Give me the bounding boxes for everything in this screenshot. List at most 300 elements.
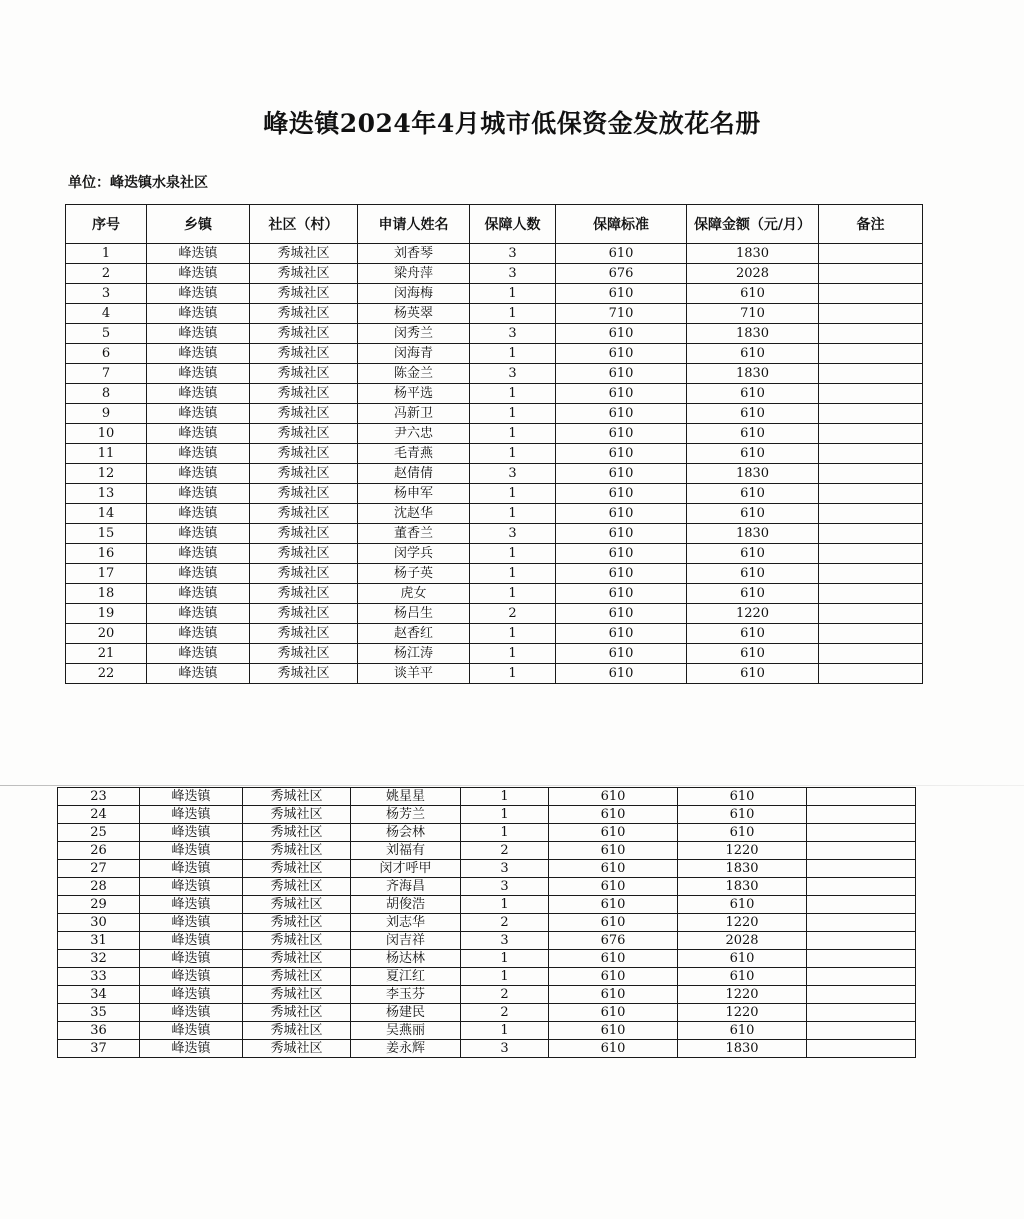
cell-col-township: 峰迭镇 — [147, 664, 250, 684]
cell-col-applicant: 闵学兵 — [358, 544, 470, 564]
table-row — [66, 304, 923, 324]
cell-col-amount: 610 — [687, 344, 819, 364]
cell-col-applicant: 杨申军 — [358, 484, 470, 504]
cell-col-township: 峰迭镇 — [147, 424, 250, 444]
table-row — [66, 544, 923, 564]
cell-col-community: 秀城社区 — [243, 914, 351, 932]
cell-col-applicant: 冯新卫 — [358, 404, 470, 424]
cell-col-applicant: 李玉芬 — [351, 986, 461, 1004]
cell-col-persons: 1 — [461, 788, 549, 806]
cell-col-amount: 710 — [687, 304, 819, 324]
cell-col-standard: 610 — [549, 950, 678, 968]
cell-col-standard: 610 — [556, 244, 687, 264]
cell-col-remarks — [807, 842, 916, 860]
cell-col-standard: 610 — [549, 1004, 678, 1022]
cell-col-community: 秀城社区 — [250, 484, 358, 504]
cell-col-standard: 710 — [556, 304, 687, 324]
header-col-remarks: 备注 — [819, 205, 923, 244]
cell-col-index: 27 — [58, 860, 140, 878]
cell-col-community: 秀城社区 — [250, 544, 358, 564]
cell-col-persons: 1 — [461, 824, 549, 842]
cell-col-amount: 610 — [678, 950, 807, 968]
cell-col-applicant: 闵海青 — [358, 344, 470, 364]
cell-col-remarks — [819, 244, 923, 264]
table-row — [66, 564, 923, 584]
cell-col-township: 峰迭镇 — [140, 896, 243, 914]
table-row — [58, 896, 916, 914]
cell-col-index: 26 — [58, 842, 140, 860]
cell-col-amount: 610 — [687, 644, 819, 664]
table-row — [58, 968, 916, 986]
cell-col-amount: 610 — [687, 564, 819, 584]
cell-col-index: 14 — [66, 504, 147, 524]
cell-col-township: 峰迭镇 — [140, 914, 243, 932]
cell-col-applicant: 杨吕生 — [358, 604, 470, 624]
cell-col-township: 峰迭镇 — [147, 324, 250, 344]
table-header-row — [66, 205, 923, 244]
cell-col-township: 峰迭镇 — [140, 806, 243, 824]
cell-col-applicant: 杨建民 — [351, 1004, 461, 1022]
header-col-applicant: 申请人姓名 — [358, 205, 470, 244]
table-row — [58, 824, 916, 842]
cell-col-community: 秀城社区 — [243, 932, 351, 950]
cell-col-index: 17 — [66, 564, 147, 584]
table-row — [66, 624, 923, 644]
cell-col-community: 秀城社区 — [243, 1040, 351, 1058]
cell-col-community: 秀城社区 — [250, 264, 358, 284]
cell-col-index: 30 — [58, 914, 140, 932]
cell-col-standard: 610 — [556, 384, 687, 404]
cell-col-persons: 3 — [461, 878, 549, 896]
table-row — [58, 806, 916, 824]
cell-col-persons: 3 — [461, 860, 549, 878]
cell-col-index: 20 — [66, 624, 147, 644]
cell-col-remarks — [807, 1040, 916, 1058]
table-row — [66, 244, 923, 264]
cell-col-township: 峰迭镇 — [140, 932, 243, 950]
cell-col-index: 21 — [66, 644, 147, 664]
unit-line: 单位：峰迭镇水泉社区 — [68, 175, 208, 191]
cell-col-applicant: 毛青燕 — [358, 444, 470, 464]
cell-col-remarks — [819, 444, 923, 464]
cell-col-township: 峰迭镇 — [147, 404, 250, 424]
cell-col-applicant: 闵海梅 — [358, 284, 470, 304]
cell-col-amount: 1220 — [678, 842, 807, 860]
cell-col-standard: 610 — [556, 344, 687, 364]
cell-col-standard: 610 — [556, 364, 687, 384]
cell-col-index: 36 — [58, 1022, 140, 1040]
cell-col-index: 3 — [66, 284, 147, 304]
cell-col-township: 峰迭镇 — [147, 384, 250, 404]
header-col-community: 社区（村） — [250, 205, 358, 244]
cell-col-township: 峰迭镇 — [147, 564, 250, 584]
cell-col-index: 32 — [58, 950, 140, 968]
cell-col-standard: 610 — [556, 504, 687, 524]
cell-col-standard: 610 — [556, 284, 687, 304]
roster-table-part-1 — [65, 204, 923, 684]
cell-col-community: 秀城社区 — [243, 968, 351, 986]
cell-col-remarks — [807, 878, 916, 896]
cell-col-applicant: 杨芳兰 — [351, 806, 461, 824]
cell-col-community: 秀城社区 — [250, 464, 358, 484]
cell-col-standard: 610 — [556, 604, 687, 624]
cell-col-persons: 1 — [470, 424, 556, 444]
table-row — [58, 1040, 916, 1058]
cell-col-amount: 1830 — [678, 1040, 807, 1058]
cell-col-township: 峰迭镇 — [140, 1004, 243, 1022]
cell-col-standard: 610 — [556, 624, 687, 644]
cell-col-township: 峰迭镇 — [147, 464, 250, 484]
cell-col-persons: 2 — [461, 842, 549, 860]
cell-col-standard: 610 — [556, 424, 687, 444]
cell-col-remarks — [807, 860, 916, 878]
cell-col-remarks — [807, 914, 916, 932]
cell-col-applicant: 刘志华 — [351, 914, 461, 932]
cell-col-amount: 610 — [687, 284, 819, 304]
cell-col-persons: 2 — [461, 986, 549, 1004]
cell-col-persons: 1 — [461, 950, 549, 968]
cell-col-standard: 610 — [556, 404, 687, 424]
cell-col-persons: 1 — [470, 504, 556, 524]
cell-col-persons: 1 — [461, 1022, 549, 1040]
table-row — [66, 504, 923, 524]
cell-col-remarks — [819, 304, 923, 324]
cell-col-community: 秀城社区 — [243, 806, 351, 824]
cell-col-index: 24 — [58, 806, 140, 824]
table-row — [66, 384, 923, 404]
cell-col-index: 7 — [66, 364, 147, 384]
cell-col-index: 22 — [66, 664, 147, 684]
cell-col-community: 秀城社区 — [250, 644, 358, 664]
cell-col-persons: 1 — [470, 284, 556, 304]
table-row — [58, 788, 916, 806]
cell-col-index: 12 — [66, 464, 147, 484]
table-row — [66, 464, 923, 484]
cell-col-community: 秀城社区 — [250, 504, 358, 524]
cell-col-remarks — [807, 806, 916, 824]
table-row — [66, 424, 923, 444]
cell-col-amount: 2028 — [687, 264, 819, 284]
cell-col-remarks — [807, 986, 916, 1004]
cell-col-index: 4 — [66, 304, 147, 324]
cell-col-remarks — [807, 896, 916, 914]
cell-col-standard: 610 — [556, 484, 687, 504]
cell-col-amount: 610 — [687, 484, 819, 504]
cell-col-index: 31 — [58, 932, 140, 950]
table-row — [58, 914, 916, 932]
cell-col-index: 15 — [66, 524, 147, 544]
cell-col-persons: 1 — [461, 806, 549, 824]
cell-col-amount: 2028 — [678, 932, 807, 950]
cell-col-remarks — [819, 424, 923, 444]
cell-col-standard: 610 — [549, 860, 678, 878]
cell-col-remarks — [807, 950, 916, 968]
header-col-index: 序号 — [66, 205, 147, 244]
cell-col-amount: 610 — [678, 806, 807, 824]
cell-col-index: 23 — [58, 788, 140, 806]
cell-col-persons: 3 — [470, 264, 556, 284]
cell-col-index: 11 — [66, 444, 147, 464]
cell-col-index: 16 — [66, 544, 147, 564]
cell-col-applicant: 夏江红 — [351, 968, 461, 986]
cell-col-persons: 1 — [470, 644, 556, 664]
cell-col-community: 秀城社区 — [250, 384, 358, 404]
cell-col-standard: 610 — [549, 914, 678, 932]
cell-col-persons: 3 — [470, 324, 556, 344]
cell-col-applicant: 虎女 — [358, 584, 470, 604]
cell-col-amount: 610 — [687, 544, 819, 564]
table-row — [66, 584, 923, 604]
cell-col-remarks — [819, 404, 923, 424]
cell-col-community: 秀城社区 — [250, 424, 358, 444]
cell-col-index: 1 — [66, 244, 147, 264]
cell-col-township: 峰迭镇 — [140, 824, 243, 842]
cell-col-index: 35 — [58, 1004, 140, 1022]
cell-col-amount: 1220 — [687, 604, 819, 624]
cell-col-township: 峰迭镇 — [147, 444, 250, 464]
cell-col-applicant: 齐海昌 — [351, 878, 461, 896]
cell-col-community: 秀城社区 — [243, 788, 351, 806]
table-body-part-1 — [66, 244, 923, 684]
cell-col-township: 峰迭镇 — [147, 284, 250, 304]
cell-col-persons: 1 — [470, 444, 556, 464]
cell-col-standard: 610 — [556, 644, 687, 664]
cell-col-township: 峰迭镇 — [140, 1022, 243, 1040]
cell-col-standard: 610 — [549, 824, 678, 842]
cell-col-persons: 1 — [470, 564, 556, 584]
cell-col-community: 秀城社区 — [243, 986, 351, 1004]
cell-col-remarks — [807, 1022, 916, 1040]
cell-col-standard: 610 — [549, 788, 678, 806]
cell-col-remarks — [819, 524, 923, 544]
roster-table-part-2 — [57, 787, 916, 1058]
cell-col-amount: 610 — [678, 1022, 807, 1040]
cell-col-remarks — [819, 544, 923, 564]
cell-col-remarks — [807, 788, 916, 806]
cell-col-remarks — [819, 344, 923, 364]
table-row — [58, 1022, 916, 1040]
cell-col-standard: 610 — [556, 664, 687, 684]
cell-col-community: 秀城社区 — [250, 524, 358, 544]
table-row — [66, 664, 923, 684]
cell-col-index: 9 — [66, 404, 147, 424]
cell-col-standard: 610 — [549, 878, 678, 896]
cell-col-standard: 610 — [556, 524, 687, 544]
header-col-persons: 保障人数 — [470, 205, 556, 244]
cell-col-persons: 3 — [470, 364, 556, 384]
table-row — [66, 524, 923, 544]
cell-col-remarks — [819, 384, 923, 404]
table-row — [66, 324, 923, 344]
cell-col-township: 峰迭镇 — [147, 484, 250, 504]
cell-col-remarks — [807, 1004, 916, 1022]
cell-col-township: 峰迭镇 — [140, 1040, 243, 1058]
cell-col-community: 秀城社区 — [250, 404, 358, 424]
cell-col-applicant: 姜永辉 — [351, 1040, 461, 1058]
cell-col-standard: 610 — [549, 842, 678, 860]
cell-col-remarks — [819, 484, 923, 504]
cell-col-community: 秀城社区 — [243, 824, 351, 842]
cell-col-standard: 610 — [549, 986, 678, 1004]
cell-col-standard: 610 — [556, 564, 687, 584]
cell-col-applicant: 闵吉祥 — [351, 932, 461, 950]
header-col-standard: 保障标准 — [556, 205, 687, 244]
cell-col-remarks — [819, 584, 923, 604]
cell-col-community: 秀城社区 — [250, 244, 358, 264]
table-row — [58, 878, 916, 896]
table-body-part-2 — [58, 788, 916, 1058]
cell-col-persons: 3 — [461, 1040, 549, 1058]
cell-col-township: 峰迭镇 — [147, 544, 250, 564]
cell-col-amount: 610 — [687, 584, 819, 604]
cell-col-standard: 610 — [549, 968, 678, 986]
cell-col-applicant: 杨平选 — [358, 384, 470, 404]
cell-col-amount: 1830 — [687, 524, 819, 544]
cell-col-applicant: 赵倩倩 — [358, 464, 470, 484]
cell-col-index: 28 — [58, 878, 140, 896]
cell-col-community: 秀城社区 — [250, 324, 358, 344]
cell-col-remarks — [819, 364, 923, 384]
cell-col-applicant: 梁舟萍 — [358, 264, 470, 284]
cell-col-persons: 1 — [470, 624, 556, 644]
cell-col-community: 秀城社区 — [250, 624, 358, 644]
cell-col-community: 秀城社区 — [250, 604, 358, 624]
scan-edge-divider — [0, 785, 1024, 786]
cell-col-community: 秀城社区 — [250, 664, 358, 684]
cell-col-persons: 1 — [461, 896, 549, 914]
cell-col-township: 峰迭镇 — [147, 504, 250, 524]
cell-col-standard: 610 — [556, 444, 687, 464]
cell-col-index: 2 — [66, 264, 147, 284]
cell-col-community: 秀城社区 — [243, 878, 351, 896]
cell-col-persons: 2 — [461, 914, 549, 932]
table-row — [66, 264, 923, 284]
cell-col-community: 秀城社区 — [243, 950, 351, 968]
cell-col-township: 峰迭镇 — [140, 878, 243, 896]
cell-col-index: 34 — [58, 986, 140, 1004]
cell-col-amount: 1830 — [687, 364, 819, 384]
table-row — [66, 364, 923, 384]
cell-col-applicant: 尹六忠 — [358, 424, 470, 444]
table-row — [58, 842, 916, 860]
cell-col-amount: 610 — [687, 444, 819, 464]
cell-col-township: 峰迭镇 — [147, 364, 250, 384]
cell-col-amount: 610 — [678, 896, 807, 914]
cell-col-standard: 610 — [549, 1022, 678, 1040]
cell-col-index: 19 — [66, 604, 147, 624]
cell-col-amount: 610 — [687, 424, 819, 444]
cell-col-amount: 610 — [678, 788, 807, 806]
cell-col-index: 18 — [66, 584, 147, 604]
cell-col-index: 29 — [58, 896, 140, 914]
cell-col-persons: 3 — [470, 244, 556, 264]
cell-col-index: 37 — [58, 1040, 140, 1058]
cell-col-community: 秀城社区 — [243, 860, 351, 878]
cell-col-amount: 1220 — [678, 1004, 807, 1022]
cell-col-persons: 1 — [470, 544, 556, 564]
header-col-township: 乡镇 — [147, 205, 250, 244]
cell-col-community: 秀城社区 — [250, 284, 358, 304]
table-row — [66, 604, 923, 624]
header-col-amount: 保障金额（元/月） — [687, 205, 819, 244]
cell-col-amount: 610 — [687, 384, 819, 404]
cell-col-remarks — [819, 604, 923, 624]
cell-col-community: 秀城社区 — [243, 1022, 351, 1040]
cell-col-remarks — [807, 932, 916, 950]
cell-col-township: 峰迭镇 — [147, 264, 250, 284]
cell-col-standard: 610 — [549, 1040, 678, 1058]
cell-col-amount: 610 — [687, 624, 819, 644]
cell-col-persons: 1 — [470, 484, 556, 504]
cell-col-amount: 610 — [678, 968, 807, 986]
cell-col-applicant: 吴燕丽 — [351, 1022, 461, 1040]
cell-col-applicant: 刘福有 — [351, 842, 461, 860]
cell-col-applicant: 赵香红 — [358, 624, 470, 644]
cell-col-township: 峰迭镇 — [147, 524, 250, 544]
cell-col-remarks — [819, 264, 923, 284]
cell-col-remarks — [819, 644, 923, 664]
table-row — [66, 484, 923, 504]
cell-col-township: 峰迭镇 — [147, 644, 250, 664]
cell-col-persons: 2 — [461, 1004, 549, 1022]
cell-col-applicant: 杨江涛 — [358, 644, 470, 664]
cell-col-amount: 1830 — [678, 878, 807, 896]
table-row — [58, 932, 916, 950]
cell-col-index: 33 — [58, 968, 140, 986]
cell-col-remarks — [819, 284, 923, 304]
cell-col-applicant: 谈羊平 — [358, 664, 470, 684]
cell-col-standard: 676 — [549, 932, 678, 950]
cell-col-community: 秀城社区 — [243, 842, 351, 860]
cell-col-township: 峰迭镇 — [147, 624, 250, 644]
cell-col-amount: 1220 — [678, 914, 807, 932]
cell-col-persons: 1 — [470, 344, 556, 364]
cell-col-community: 秀城社区 — [250, 564, 358, 584]
cell-col-amount: 1830 — [687, 464, 819, 484]
cell-col-standard: 610 — [556, 584, 687, 604]
cell-col-index: 5 — [66, 324, 147, 344]
cell-col-applicant: 杨达林 — [351, 950, 461, 968]
cell-col-applicant: 胡俊浩 — [351, 896, 461, 914]
cell-col-township: 峰迭镇 — [140, 968, 243, 986]
cell-col-community: 秀城社区 — [250, 444, 358, 464]
cell-col-remarks — [807, 824, 916, 842]
cell-col-applicant: 董香兰 — [358, 524, 470, 544]
table-row — [66, 644, 923, 664]
table-row — [66, 284, 923, 304]
cell-col-amount: 610 — [687, 664, 819, 684]
cell-col-persons: 3 — [470, 524, 556, 544]
cell-col-applicant: 刘香琴 — [358, 244, 470, 264]
cell-col-township: 峰迭镇 — [147, 244, 250, 264]
cell-col-township: 峰迭镇 — [140, 860, 243, 878]
cell-col-applicant: 杨英翠 — [358, 304, 470, 324]
table-row — [58, 1004, 916, 1022]
cell-col-township: 峰迭镇 — [147, 304, 250, 324]
cell-col-persons: 2 — [470, 604, 556, 624]
cell-col-persons: 1 — [470, 664, 556, 684]
cell-col-persons: 1 — [461, 968, 549, 986]
cell-col-standard: 610 — [556, 464, 687, 484]
cell-col-applicant: 杨会林 — [351, 824, 461, 842]
cell-col-remarks — [819, 564, 923, 584]
cell-col-applicant: 闵才呼甲 — [351, 860, 461, 878]
cell-col-community: 秀城社区 — [250, 364, 358, 384]
cell-col-township: 峰迭镇 — [147, 584, 250, 604]
cell-col-persons: 1 — [470, 384, 556, 404]
cell-col-standard: 610 — [556, 324, 687, 344]
cell-col-community: 秀城社区 — [250, 344, 358, 364]
